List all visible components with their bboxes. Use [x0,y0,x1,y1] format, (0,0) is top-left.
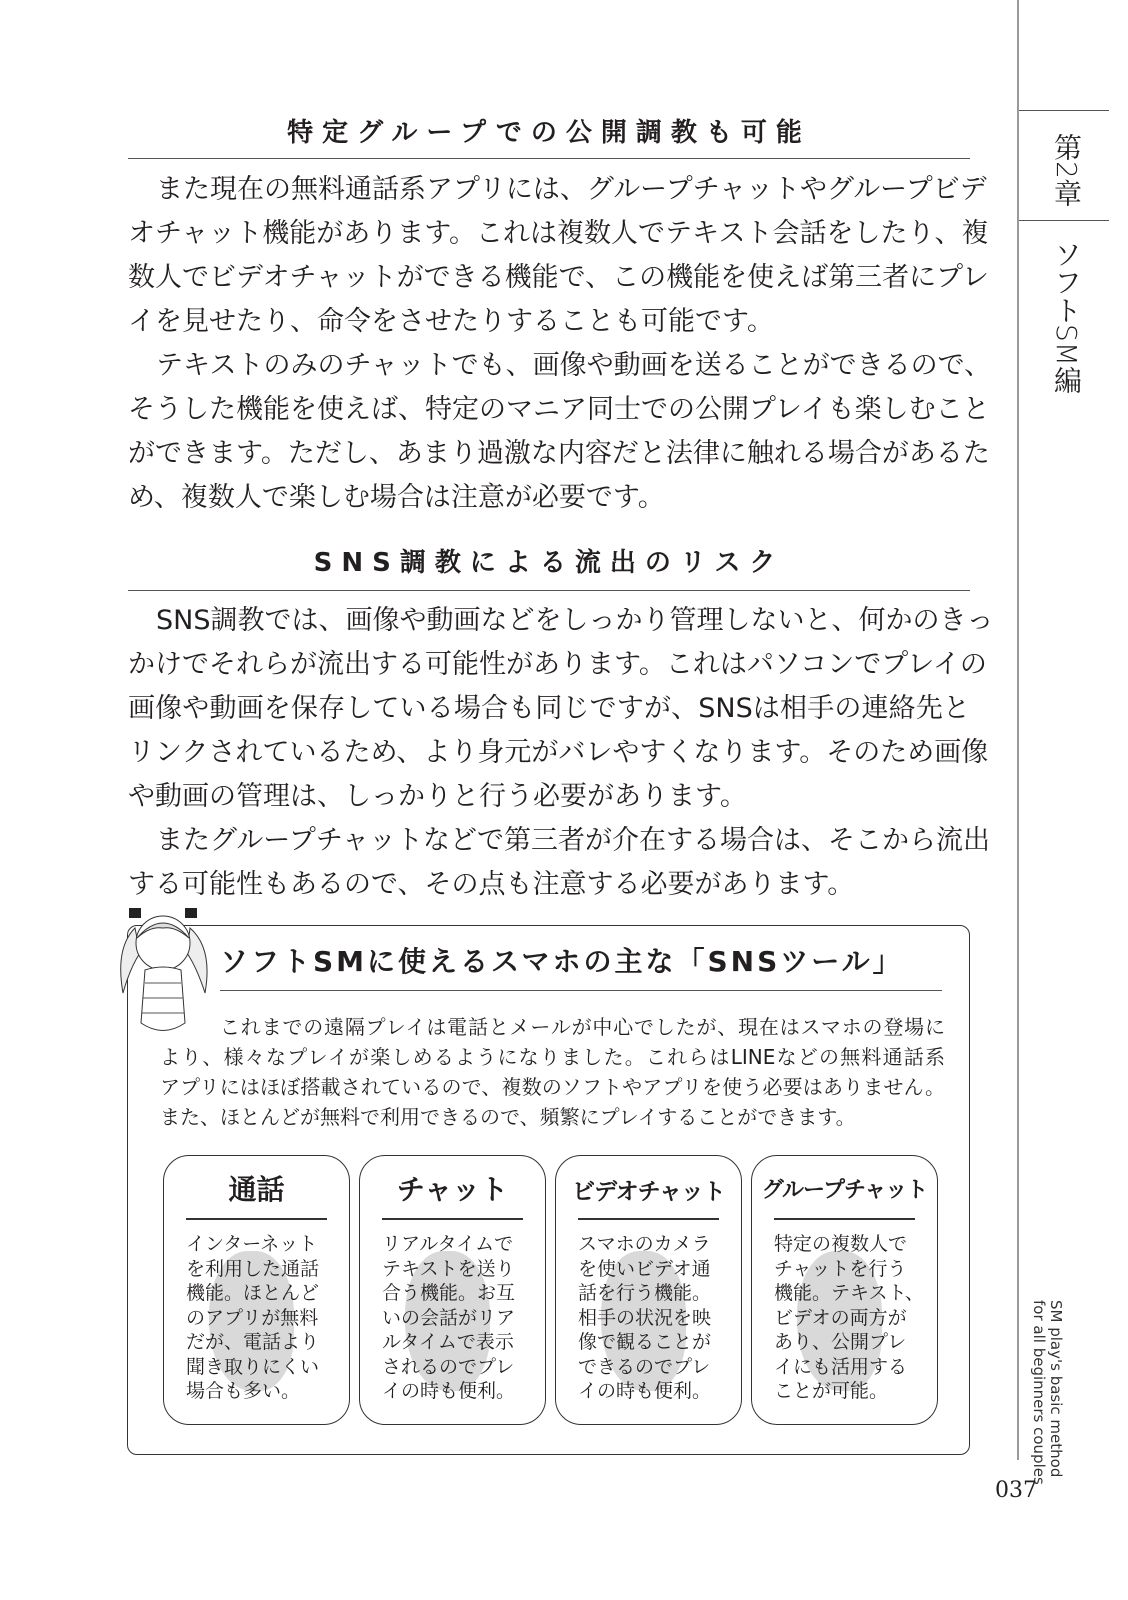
subtitle-line: SM play's basic method [1047,1300,1065,1478]
text-line: かけでそれらが流出する可能性があります。これはパソコンでプレイの [128,649,987,680]
text-line: より、様々なプレイが楽しめるようになりました。これらはLINEなどの無料通話系 [160,1045,945,1069]
card-title: ビデオチャット [572,1179,725,1205]
heading-rule [128,158,970,159]
text-line: オチャット機能があります。これは複数人でテキスト会話をしたり、複 [128,218,989,249]
text-line: 画像や動画を保存している場合も同じですが、SNSは相手の連絡先と [128,693,970,724]
page-number: 037 [995,1478,1037,1503]
card-body: インターネット を利用した通話 機能。ほとんど のアプリが無料 だが、電話より 聞き取りにくい 場合も多い。 [186,1233,320,1402]
text-line: ができます。ただし、あまり過激な内容だと法律に触れる場合があるた [128,438,990,469]
card-title: 通話 [228,1173,285,1206]
text-line: アプリにはほぼ搭載されているので、複数のソフトやアプリを使う必要はありません。 [160,1075,945,1099]
text-line: また現在の無料通話系アプリには、グループチャットやグループビデ [156,174,987,205]
section1-heading: 特定グループでの公開調教も可能 [287,118,811,148]
divider [1019,220,1109,221]
subtitle-line: for all beginners couples [1030,1300,1048,1485]
margin-divider [1017,0,1019,1460]
text-line: そうした機能を使えば、特定のマニア同士での公開プレイも楽しむこと [128,394,990,425]
card-body: 特定の複数人で チャットを行う 機能。テキスト、 ビデオの両方が あり、公開プレ イにも活用する ことが可能。 [774,1233,924,1402]
series-subtitle [1030,1300,1064,1485]
text-line: リンクされているため、より身元がバレやすくなります。そのため画像 [128,737,989,768]
text-line: SNS調教では、画像や動画などをしっかり管理しないと、何かのきっ [156,605,994,636]
card-voice-call [163,1155,350,1425]
section2-heading: SNS調教による流出のリスク [313,548,785,578]
text-line: テキストのみのチャットでも、画像や動画を送ることができるので、 [156,350,992,381]
text-line: またグループチャットなどで第三者が介在する場合は、そこから流出 [156,825,991,856]
box-title: ソフトSMに使えるスマホの主な「SNSツール」 [220,945,904,978]
chapter-label: 第2章 [1050,133,1083,207]
section1-body [128,168,992,520]
text-line: これまでの遠隔プレイは電話とメールが中心でしたが、現在はスマホの登場に [220,1015,945,1039]
text-line: や動画の管理は、しっかりと行う必要があります。 [128,781,747,812]
text-line: イを見せたり、命令をさせたりすることも可能です。 [128,306,774,337]
card-body: リアルタイムで テキストを送り 合う機能。お互 いの会話がリア ルタイムで表示 されるのでプレ イの時も便利。 [382,1233,516,1402]
section-label: ソフトSM編 [1050,240,1083,394]
box-title-rule [220,990,942,991]
text-line: する可能性もあるので、その点も注意する必要があります。 [128,869,855,900]
card-title: グループチャット [761,1178,928,1203]
section2-body [128,599,994,907]
box-body [160,1012,945,1132]
card-video-chat [555,1155,742,1425]
heading-rule [128,590,970,591]
text-line: また、ほとんどが無料で利用できるので、頻繁にプレイすることができます。 [160,1105,856,1129]
divider [1019,110,1109,111]
card-group-chat [751,1155,938,1425]
card-title: チャット [396,1173,509,1206]
text-line: め、複数人で楽しむ場合は注意が必要です。 [128,482,665,513]
card-body: スマホのカメラ を使いビデオ通 話を行う機能。 相手の状況を映 像で観ることが できるのでプレ イの時も便利。 [578,1233,712,1402]
card-chat [359,1155,546,1425]
text-line: 数人でビデオチャットができる機能で、この機能を使えば第三者にプレ [128,262,990,293]
